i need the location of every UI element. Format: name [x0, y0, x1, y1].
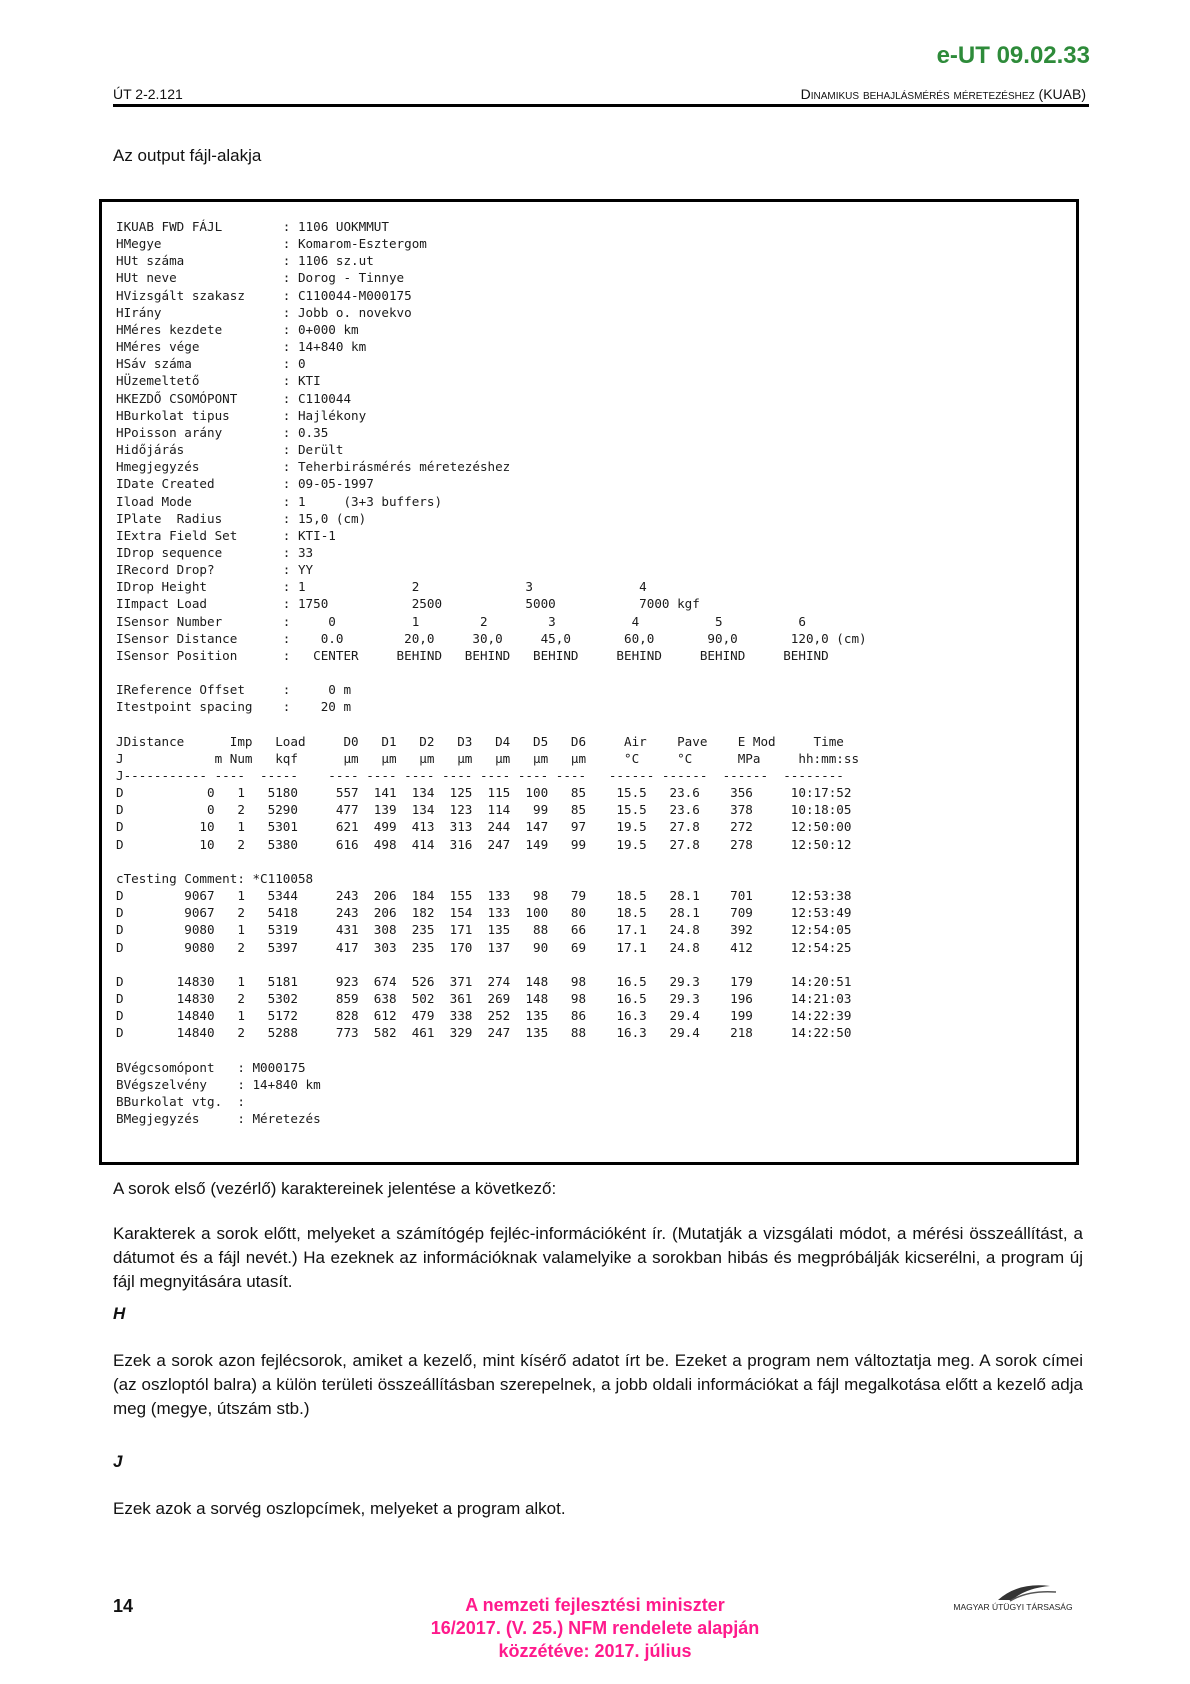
- listing-line: D 10 1 5301 621 499 413 313 244 147 97 19.5 27.8 272 12:50:00: [116, 819, 852, 835]
- listing-line: IDrop Height : 1 2 3 4: [116, 579, 647, 595]
- listing-line: HSáv száma : 0: [116, 356, 306, 372]
- paragraph-h-description: Ezek a sorok azon fejlécsorok, amiket a kezelő, mint kísérő adatot írt be. Ezeket a program nem változtatja meg. A sorok címei (az oszloptól balra) a külön területi összeállításban szerepelnek, a jobb oldali információkat a fájl megalkotása előtt a kezelő adja meg (megye, útszám stb.): [113, 1351, 1083, 1418]
- listing-line: Hmegjegyzés : Teherbirásmérés méretezéshez: [116, 459, 511, 475]
- listing-line: HUt neve : Dorog - Tinnye: [116, 270, 405, 286]
- road-society-logo: [938, 1580, 1088, 1620]
- listing-line: IImpact Load : 1750 2500 5000 7000 kgf: [116, 596, 700, 612]
- listing-line: HUt száma : 1106 sz.ut: [116, 253, 374, 269]
- listing-line: Iload Mode : 1 (3+3 buffers): [116, 493, 443, 509]
- listing-line: BMegjegyzés : Méretezés: [116, 1111, 321, 1127]
- listing-line: IDate Created : 09-05-1997: [116, 476, 374, 492]
- header-divider: [113, 104, 1089, 107]
- listing-line: [116, 716, 867, 733]
- road-society-logo-icon: [938, 1580, 1088, 1604]
- listing-line: BVégcsomópont : M000175: [116, 1059, 306, 1075]
- listing-line: HMéres vége : 14+840 km: [116, 339, 367, 355]
- listing-line: J----------- ---- ----- ---- ---- ---- ---- ---- ---- ---- ------ ------ ------ --------: [116, 768, 844, 783]
- listing-line: HBurkolat tipus : Hajlékony: [116, 407, 367, 423]
- output-file-listing: [116, 218, 867, 1127]
- listing-line: BVégszelvény : 14+840 km: [116, 1076, 321, 1092]
- listing-line: HPoisson arány : 0.35: [116, 424, 329, 440]
- paragraph-control-chars-intro: A sorok első (vezérlő) karaktereinek jelentése a következő:: [113, 1179, 557, 1198]
- listing-line: HKEZDŐ CSOMÓPONT : C110044: [116, 390, 352, 406]
- output-file-example-box: [99, 199, 1079, 1165]
- listing-line: ISensor Distance : 0.0 20,0 30,0 45,0 60,0 90,0 120,0 (cm): [116, 630, 867, 646]
- footer-line-1: A nemzeti fejlesztési miniszter: [465, 1595, 725, 1615]
- listing-line: HMéres kezdete : 0+000 km: [116, 321, 359, 337]
- listing-line: D 9067 1 5344 243 206 184 155 133 98 79 18.5 28.1 701 12:53:38: [116, 888, 852, 904]
- listing-line: D 14840 1 5172 828 612 479 338 252 135 86 16.3 29.4 199 14:22:39: [116, 1008, 852, 1024]
- listing-line: JDistance Imp Load D0 D1 D2 D3 D4 D5 D6 Air Pave E Mod Time: [116, 733, 844, 749]
- footer-publication-note: [395, 1594, 795, 1663]
- listing-line: IReference Offset : 0 m: [116, 682, 352, 698]
- listing-line: J m Num kqf µm µm µm µm µm µm µm °C °C MPa hh:mm:ss: [116, 750, 860, 766]
- section-title: Az output fájl-alakja: [113, 146, 262, 165]
- listing-line: BBurkolat vtg. :: [116, 1093, 245, 1109]
- listing-line: D 14830 1 5181 923 674 526 371 274 148 98 16.5 29.3 179 14:20:51: [116, 973, 852, 989]
- listing-line: D 14840 2 5288 773 582 461 329 247 135 88 16.3 29.4 218 14:22:50: [116, 1025, 852, 1041]
- listing-line: IKUAB FWD FÁJL : 1106 UOKMMUT: [116, 219, 389, 234]
- listing-line: HÜzemeltető : KTI: [116, 373, 321, 389]
- listing-line: [116, 956, 867, 973]
- listing-line: ISensor Position : CENTER BEHIND BEHIND BEHIND BEHIND BEHIND BEHIND: [116, 647, 829, 663]
- footer-line-3: közzétéve: 2017. július: [498, 1641, 692, 1661]
- listing-line: D 10 2 5380 616 498 414 316 247 149 99 19.5 27.8 278 12:50:12: [116, 836, 852, 852]
- listing-line: cTesting Comment: *C110058: [116, 870, 314, 886]
- listing-line: [116, 664, 867, 681]
- header-standard-number: ÚT 2-2.121: [113, 86, 183, 102]
- listing-line: Itestpoint spacing : 20 m: [116, 699, 352, 715]
- listing-line: [116, 1042, 867, 1059]
- listing-line: D 9080 1 5319 431 308 235 171 135 88 66 17.1 24.8 392 12:54:05: [116, 922, 852, 938]
- listing-line: HVizsgált szakasz : C110044-M000175: [116, 287, 412, 303]
- footer-line-2: 16/2017. (V. 25.) NFM rendelete alapján: [430, 1618, 760, 1638]
- document-code: e-UT 09.02.33: [936, 42, 1090, 69]
- listing-line: HMegye : Komarom-Esztergom: [116, 236, 427, 252]
- paragraph-j-description: Ezek azok a sorvég oszlopcímek, melyeket a program alkot.: [113, 1499, 566, 1518]
- heading-j: J: [113, 1452, 123, 1471]
- paragraph-header-characters: Karakterek a sorok előtt, melyeket a számítógép fejléc-információként ír. (Mutatják a vizsgálati módot, a mérési összeállítást, a dátumot és a fájl nevét.) Ha ezeknek az információknak valamelyike a sorokban hibás és megpróbálják kicserélni, a program új fájl megnyitására utasít.: [113, 1224, 1083, 1291]
- listing-line: Hidőjárás : Derült: [116, 442, 344, 458]
- listing-line: ISensor Number : 0 1 2 3 4 5 6: [116, 613, 806, 629]
- listing-line: [116, 853, 867, 870]
- listing-line: IDrop sequence : 33: [116, 544, 314, 560]
- listing-line: IExtra Field Set : KTI-1: [116, 527, 336, 543]
- listing-line: IPlate Radius : 15,0 (cm): [116, 510, 367, 526]
- heading-h: H: [113, 1304, 126, 1323]
- listing-line: D 9080 2 5397 417 303 235 170 137 90 69 17.1 24.8 412 12:54:25: [116, 939, 852, 955]
- listing-line: IRecord Drop? : YY: [116, 562, 314, 578]
- listing-line: HIrány : Jobb o. novekvo: [116, 304, 412, 320]
- listing-line: D 0 2 5290 477 139 134 123 114 99 85 15.5 23.6 378 10:18:05: [116, 802, 852, 818]
- listing-line: D 14830 2 5302 859 638 502 361 269 148 98 16.5 29.3 196 14:21:03: [116, 991, 852, 1007]
- listing-line: D 0 1 5180 557 141 134 125 115 100 85 15.5 23.6 356 10:17:52: [116, 785, 852, 801]
- page-number: 14: [113, 1596, 134, 1616]
- listing-line: D 9067 2 5418 243 206 182 154 133 100 80 18.5 28.1 709 12:53:49: [116, 905, 852, 921]
- logo-text: MAGYAR ÚTÜGYI TÁRSASÁG: [953, 1602, 1073, 1612]
- header-document-title: Dinamikus behajlásmérés méretezéshez (KUAB): [800, 86, 1086, 102]
